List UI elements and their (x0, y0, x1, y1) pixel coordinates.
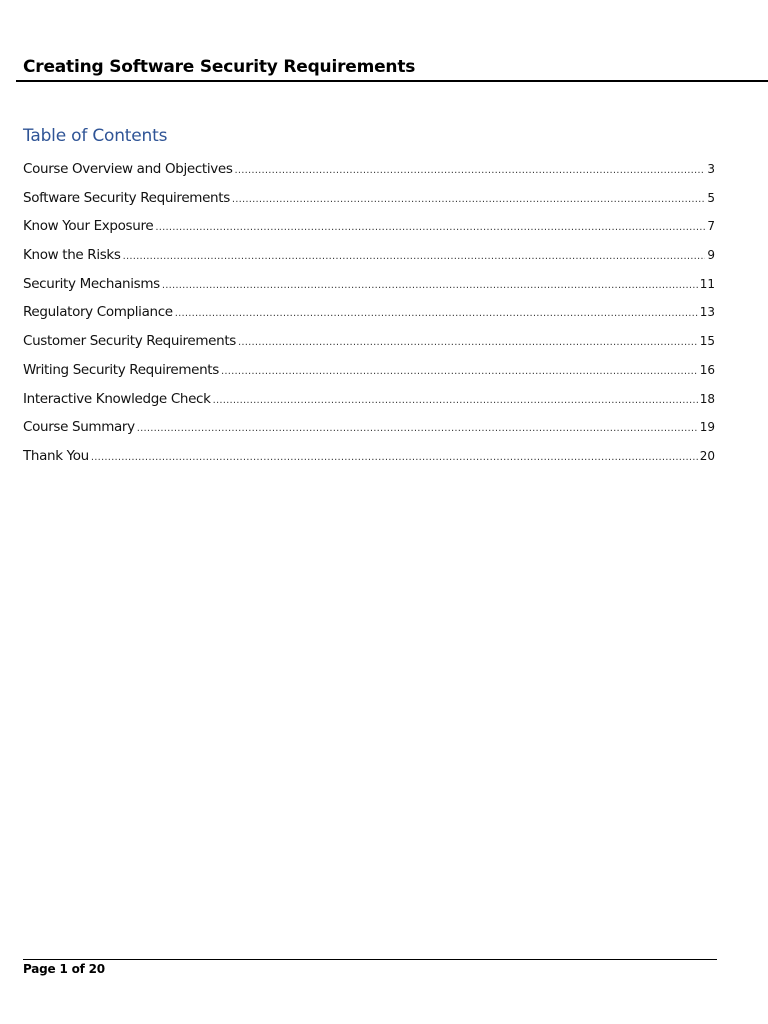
page-number: Page 1 of 20 (23, 962, 105, 976)
toc-entry-software-security-requirements[interactable] (23, 190, 715, 219)
toc-entry-page: 19 (699, 420, 715, 435)
toc-dot-leader (235, 165, 706, 176)
toc-entry-label: Course Summary (23, 419, 135, 436)
toc-entry-page: 5 (707, 190, 715, 205)
toc-dot-leader (137, 423, 698, 434)
toc-entry-label: Know Your Exposure (23, 218, 154, 235)
toc-entry-label: Writing Security Requirements (23, 361, 219, 378)
toc-entry-label: Course Overview and Objectives (23, 161, 233, 177)
toc-dot-leader (213, 395, 698, 406)
toc-heading: Table of Contents (23, 126, 168, 146)
toc-dot-leader (162, 280, 698, 291)
toc-entry-course-overview[interactable] (23, 161, 715, 190)
toc-entry-page: 15 (699, 334, 715, 349)
toc-entry-page: 16 (699, 362, 715, 377)
toc-entry-page: 13 (699, 305, 715, 320)
footer-divider (23, 959, 717, 960)
toc-entry-page: 7 (707, 219, 715, 234)
toc-entry-label: Customer Security Requirements (23, 333, 236, 350)
toc-dot-leader (221, 366, 698, 377)
toc-dot-leader (232, 194, 705, 205)
toc-entry-label: Software Security Requirements (23, 189, 230, 206)
document-title: Creating Software Security Requirements (23, 57, 416, 77)
toc-entry-writing-security-requirements[interactable] (23, 362, 715, 391)
toc-entry-interactive-knowledge-check[interactable] (23, 391, 715, 420)
toc-entry-security-mechanisms[interactable] (23, 276, 715, 305)
header-divider (16, 80, 768, 82)
toc-entry-page: 18 (699, 391, 715, 406)
toc-entry-label: Interactive Knowledge Check (23, 390, 211, 407)
toc-entry-page: 11 (699, 276, 715, 291)
toc-entry-label: Security Mechanisms (23, 275, 160, 292)
toc-entry-page: 3 (707, 162, 715, 176)
toc-entry-know-your-exposure[interactable] (23, 218, 715, 247)
toc-dot-leader (91, 452, 698, 463)
toc-entry-know-the-risks[interactable] (23, 247, 715, 276)
toc-dot-leader (175, 308, 698, 319)
toc-entry-regulatory-compliance[interactable] (23, 304, 715, 333)
toc-entry-label: Regulatory Compliance (23, 304, 173, 321)
toc-dot-leader (238, 337, 698, 348)
toc-entry-customer-security-requirements[interactable] (23, 333, 715, 362)
toc-entry-label: Know the Risks (23, 247, 121, 264)
toc-entry-course-summary[interactable] (23, 419, 715, 448)
toc-entry-page: 20 (699, 448, 715, 463)
toc-entry-label: Thank You (23, 447, 89, 464)
toc-dot-leader (155, 222, 705, 233)
toc-entry-thank-you[interactable] (23, 448, 715, 477)
toc-dot-leader (123, 251, 706, 262)
toc-entry-page: 9 (707, 248, 715, 263)
table-of-contents (23, 161, 715, 477)
